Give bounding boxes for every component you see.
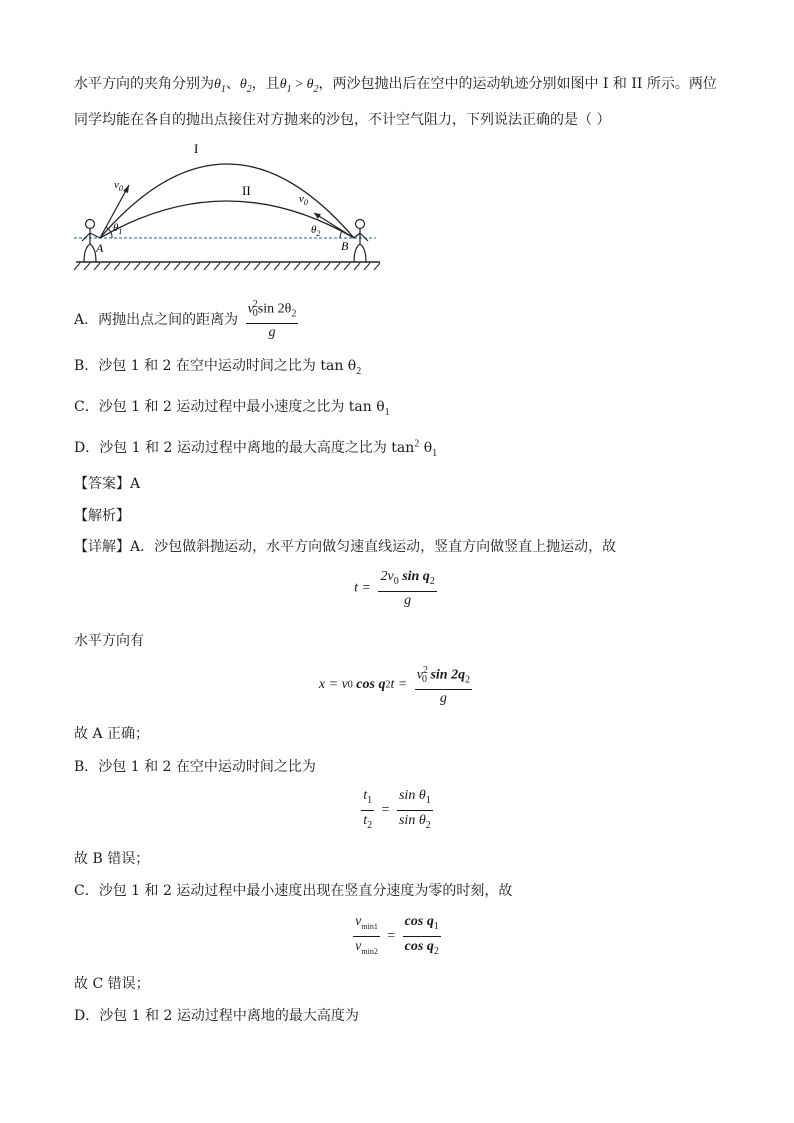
horizontal-direction-text: 水平方向有 bbox=[74, 633, 144, 649]
label-v0-right: $v_0$ bbox=[299, 193, 308, 207]
intro-text-c: ，两沙包抛出后在空中的运动轨迹分别如图中 I 和 II 所示。两位 bbox=[318, 76, 717, 92]
option-A-text: A．两抛出点之间的距离为 bbox=[74, 312, 239, 329]
theta2-compare: $\theta_2$ bbox=[306, 77, 319, 95]
equation-4: $\frac{v_{min1}}{v_{min2}}$ = $\frac{\cos q_1}{\cos q_2}$ bbox=[355, 914, 439, 957]
B-wrong-text: 故 B 错误； bbox=[74, 851, 150, 867]
question-line-1 bbox=[74, 73, 717, 95]
theta2-symbol: $\theta_2$ bbox=[239, 77, 252, 95]
D-intro-text: D．沙包 1 和 2 运动过程中离地的最大高度为 bbox=[74, 1008, 359, 1024]
answer-label: 【答案】A bbox=[74, 476, 141, 492]
label-I: I bbox=[194, 141, 199, 156]
option-D-tail: θ bbox=[419, 440, 433, 456]
label-v0-left: $v_0$ bbox=[114, 179, 123, 193]
projectile-figure bbox=[70, 138, 390, 273]
intro-text-line2: 同学均能在各自的抛出点接住对方抛来的沙包，不计空气阻力，下列说法正确的是（ ） bbox=[74, 112, 611, 128]
label-point-A: A bbox=[96, 241, 104, 255]
label-point-B: B bbox=[341, 239, 349, 253]
question-line-2 bbox=[74, 109, 610, 129]
intro-text-a: 水平方向的夹角分别为 bbox=[74, 76, 214, 92]
A-correct-text: 故 A 正确； bbox=[74, 726, 150, 742]
detail-intro: 【详解】A．沙包做斜抛运动，水平方向做匀速直线运动，竖直方向做竖直上抛运动，故 bbox=[74, 539, 617, 555]
theta1-compare: $\theta_1$ bbox=[279, 77, 292, 95]
option-C-text: C．沙包 1 和 2 运动过程中最小速度之比为 tan θ bbox=[74, 399, 385, 415]
label-theta-left: $\theta_1$ bbox=[113, 222, 123, 236]
option-A-fraction: $\frac{v^2_0\sin 2\theta_2}{g}$ bbox=[246, 296, 299, 342]
B-intro-text: B．沙包 1 和 2 在空中运动时间之比为 bbox=[74, 759, 316, 775]
theta1-symbol: $\theta_1$ bbox=[214, 77, 226, 95]
equation-2: x = v0 cos q2t = $\frac{v^2_0 \sin 2q_2}{g}$ bbox=[0, 662, 794, 708]
option-A[interactable] bbox=[74, 296, 301, 342]
intro-text-b: ，且 bbox=[251, 76, 280, 92]
C-intro-text: C．沙包 1 和 2 运动过程中最小速度出现在竖直分速度为零的时刻，故 bbox=[74, 883, 513, 899]
label-theta-right: $\theta_2$ bbox=[311, 224, 321, 238]
option-C[interactable]: C．沙包 1 和 2 运动过程中最小速度之比为 $\tan \theta_1$ bbox=[74, 399, 390, 418]
person-B-figure bbox=[354, 220, 368, 263]
separator: 、 bbox=[225, 76, 240, 92]
greater-than: > bbox=[291, 77, 307, 92]
option-D-text: D．沙包 1 和 2 运动过程中离地的最大高度之比为 tan bbox=[74, 440, 415, 456]
option-B[interactable]: B．沙包 1 和 2 在空中运动时间之比为 $\tan \theta_2$ bbox=[74, 358, 362, 377]
equation-1: t = $\frac{2v_0 \sin q_2}{g}$ bbox=[354, 569, 435, 608]
analysis-label: 【解析】 bbox=[74, 508, 130, 524]
option-B-text: B．沙包 1 和 2 在空中运动时间之比为 tan θ bbox=[74, 358, 357, 374]
option-D[interactable]: D．沙包 1 和 2 运动过程中离地的最大高度之比为 $\tan^2 \theta_1$ bbox=[74, 438, 438, 459]
label-II: II bbox=[242, 183, 251, 198]
ground-hatching bbox=[74, 263, 380, 270]
arrow-head-left bbox=[123, 185, 129, 193]
C-wrong-text: 故 C 错误； bbox=[74, 976, 150, 992]
angle-arc-right bbox=[340, 231, 342, 238]
equation-3: $\frac{t_1}{t_2}$ = $\frac{\sin \theta_1}{\sin \theta_2}$ bbox=[363, 788, 431, 831]
